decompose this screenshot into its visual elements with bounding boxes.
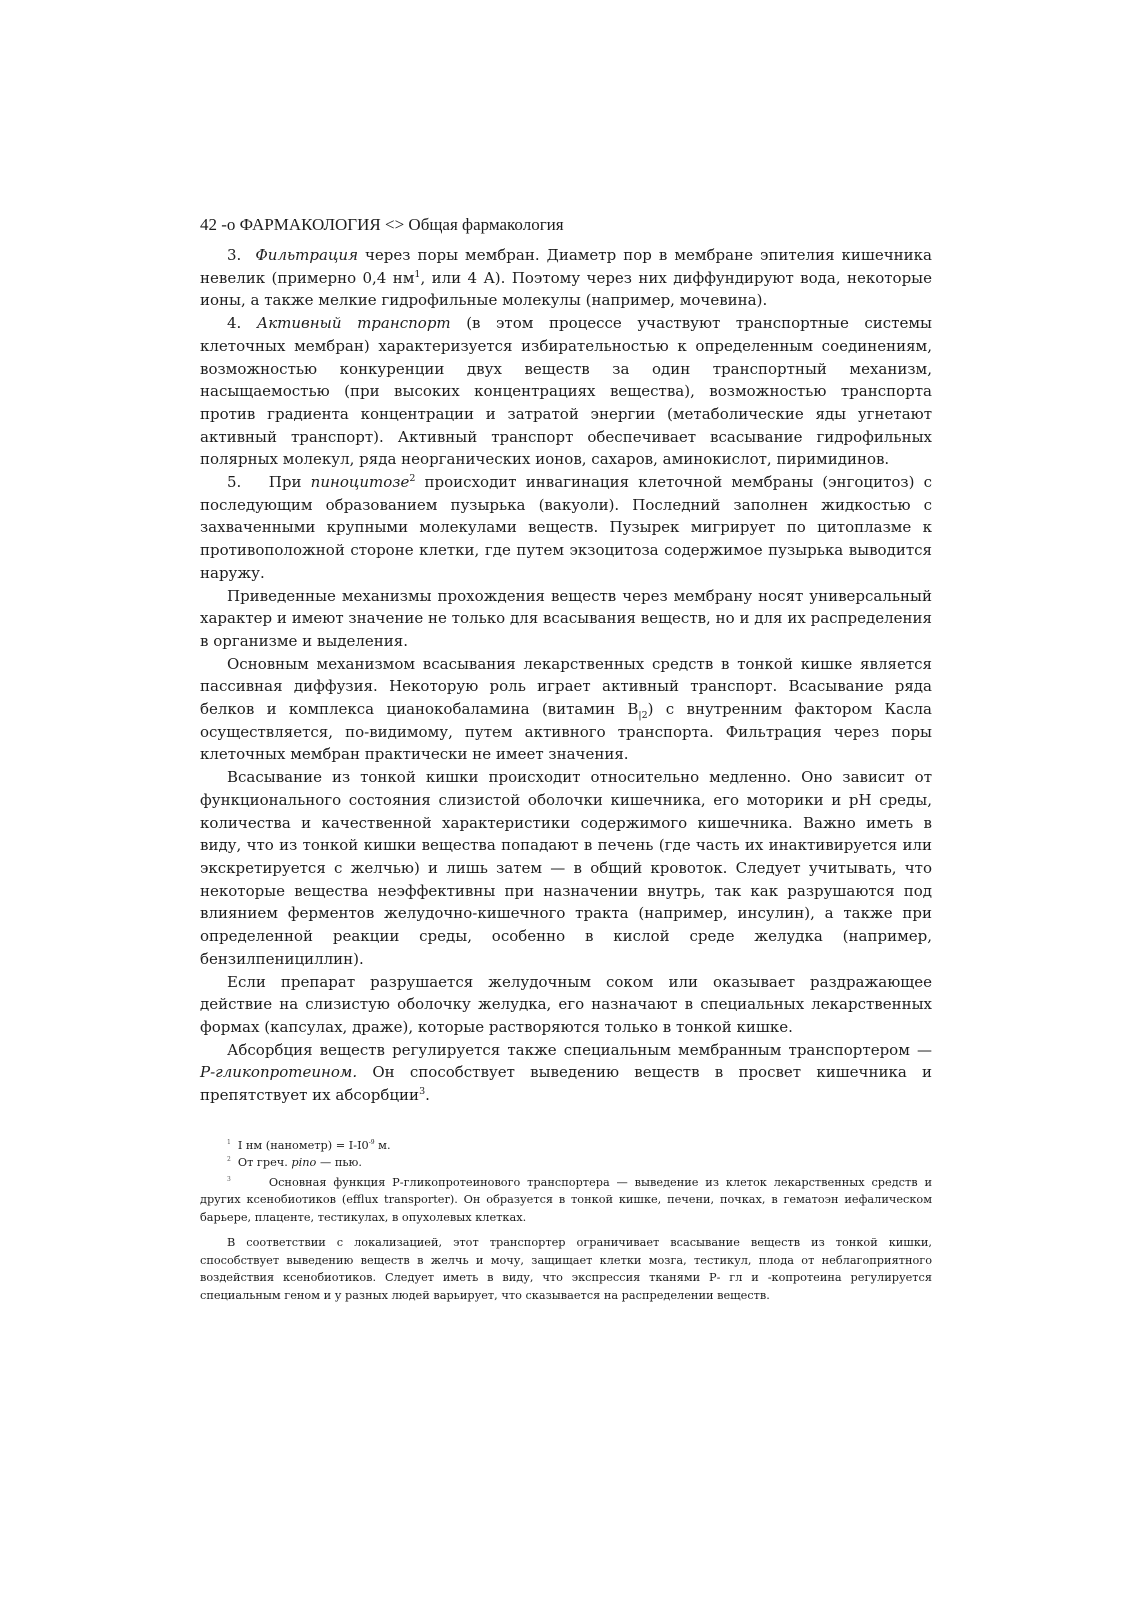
- book-page: [200, 214, 932, 1304]
- footnote-2: [200, 1154, 932, 1172]
- paragraph-text: Он способствует выведению веществ в просвет кишечника и препятствует их абсорбции: [200, 1063, 932, 1105]
- paragraph-small-intestine-mechanism: [200, 653, 932, 767]
- footnote-text: м.: [374, 1138, 391, 1152]
- term-filtration: Фильтрация: [255, 246, 358, 264]
- running-head: 42 -о ФАРМАКОЛОГИЯ <> Общая фармакология: [200, 215, 564, 234]
- footnote-mark: 2: [227, 1156, 231, 1164]
- paragraph-absorption-rate: Всасывание из тонкой кишки происходит относительно медленно. Оно зависит от функционального состояния слизистой оболочки кишечника, его моторики и рН среды, количества и качественной характеристики содержимого кишечника. Важно иметь в виду, что из тонкой кишки вещества попадают в печень (где часть их инактивируется или экскретируется с желчью) и лишь затем — в общий кровоток. Следует учитывать, что некоторые вещества неэффективны при назначении внутрь, так как разрушаются под влиянием ферментов желудочно-кишечного тракта (например, инсулин), а также при определенной реакции среды, особенно в кислой среде желудка (например, бензилпенициллин).: [200, 768, 932, 968]
- paragraph-text: ) с внутренним фактором Касла осуществляется, по-видимому, путем активного транспорта. Фильтрация через поры клеточных мембран практически не имеет значения.: [200, 700, 932, 764]
- paragraph-filtration: [200, 244, 932, 312]
- footnote-ref-3: 3: [419, 1086, 426, 1098]
- exponent: -9: [368, 1138, 375, 1146]
- paragraph-text: .: [425, 1086, 430, 1105]
- term-pinocytosis: пиноцитозе: [310, 473, 410, 492]
- vitamin-subscript: |2: [638, 710, 648, 722]
- footnote-text: — пью.: [319, 1156, 362, 1170]
- paragraph-text: происходит инвагинация клеточной мембраны (энгоцитоз) с последующим образованием пузырька (вакуоли). Последний заполнен жидкостью с захваченными крупными молекулами веществ. Пузырек мигрирует по цитоплазме к противоположной стороне клетки, где путем экзоцитоза содержимое пузырька выводится наружу.: [200, 473, 932, 582]
- paragraph-p-glycoprotein: [200, 1039, 932, 1107]
- paragraph-active-transport: [200, 312, 932, 471]
- footnotes: [200, 1137, 932, 1305]
- footnote-ref-2: 2: [409, 473, 416, 485]
- footnote-3: [200, 1174, 932, 1227]
- term-p-glycoprotein: Р-гликопротеином.: [200, 1063, 358, 1082]
- body-text: [200, 244, 932, 1107]
- paragraph-text: (в этом процессе участвуют транспортные системы клеточных мембран) характеризуется избирательностью к определенным соединениям, возможностью конкуренции двух веществ за один транспортный механизм, насыщаемостью (при высоких концентрациях вещества), возможностью транспорта против градиента концентрации и затратой энергии (метаболические яды угнетают активный транспорт). Активный транспорт обеспечивает всасывание гидрофильных полярных молекул, ряда неорганических ионов, сахаров, аминокислот, пиримидинов.: [200, 314, 932, 469]
- footnote-term: pino: [291, 1156, 317, 1170]
- footnote-text: От греч.: [237, 1156, 288, 1170]
- footnote-text: Основная функция Р-гликопротеинового транспортера — выведение из клеток лекарственных средств и других ксенобиотиков (efflux transporter). Он образуется в тонкой кишке, печени, почках, в гематоэн иефалическом барьере, плаценте, тестикулах, в опухолевых клетках.: [200, 1175, 932, 1224]
- footnote-mark: 3: [227, 1175, 231, 1183]
- footnote-ref-1: 1: [414, 268, 421, 280]
- paragraph-pinocytosis: [200, 471, 932, 585]
- item-number: 4.: [227, 314, 242, 333]
- item-number: 3.: [227, 246, 242, 264]
- footnote-1: [200, 1137, 932, 1155]
- footnote-text: I нм (нанометр) = I-I0: [237, 1138, 369, 1152]
- paragraph-text: Основным механизмом всасывания лекарственных средств в тонкой кишке является пассивная диффузия. Некоторую роль играет активный транспорт. Всасывание ряда белков и комплекса цианокобаламина (витамин В: [200, 654, 932, 719]
- footnote-mark: 1: [227, 1138, 231, 1146]
- paragraph-text: При: [268, 473, 302, 492]
- paragraph-gastric-juice: Если препарат разрушается желудочным соком или оказывает раздражающее действие на слизистую оболочку желудка, его назначают в специальных лекарственных формах (капсулах, драже), которые растворяются только в тонкой кишке.: [200, 972, 932, 1036]
- paragraph-mechanisms-summary: Приведенные механизмы прохождения веществ через мембрану носят универсальный характер и имеют значение не только для всасывания веществ, но и для их распределения в организме и выделения.: [200, 586, 932, 650]
- paragraph-text: Абсорбция веществ регулируется также специальным мембранным транспортером —: [227, 1040, 932, 1059]
- footnote-3-continuation: В соответствии с локализацией, этот транспортер ограничивает всасывание веществ из тонкой кишки, способствует выведению веществ в желчь и мочу, защищает клетки мозга, тестикул, плода от неблагоприятного воздействия ксенобиотиков. Следует иметь в виду, что экспрессия тканями Р- гл и -копротеина регулируется специальным геном и у разных людей варьирует, что сказывается на распределении веществ.: [200, 1236, 932, 1302]
- term-active-transport: Активный транспорт: [256, 314, 451, 333]
- item-number: 5.: [227, 473, 242, 492]
- paragraph-text: , или 4 А). Поэтому через них диффундируют вода, некоторые ионы, а также мелкие гидрофильные молекулы (например, мочевина).: [200, 268, 932, 310]
- paragraph-text: через поры мембран. Диаметр пор в мембране эпителия кишечника невелик (примерно 0,4 нм: [200, 246, 932, 287]
